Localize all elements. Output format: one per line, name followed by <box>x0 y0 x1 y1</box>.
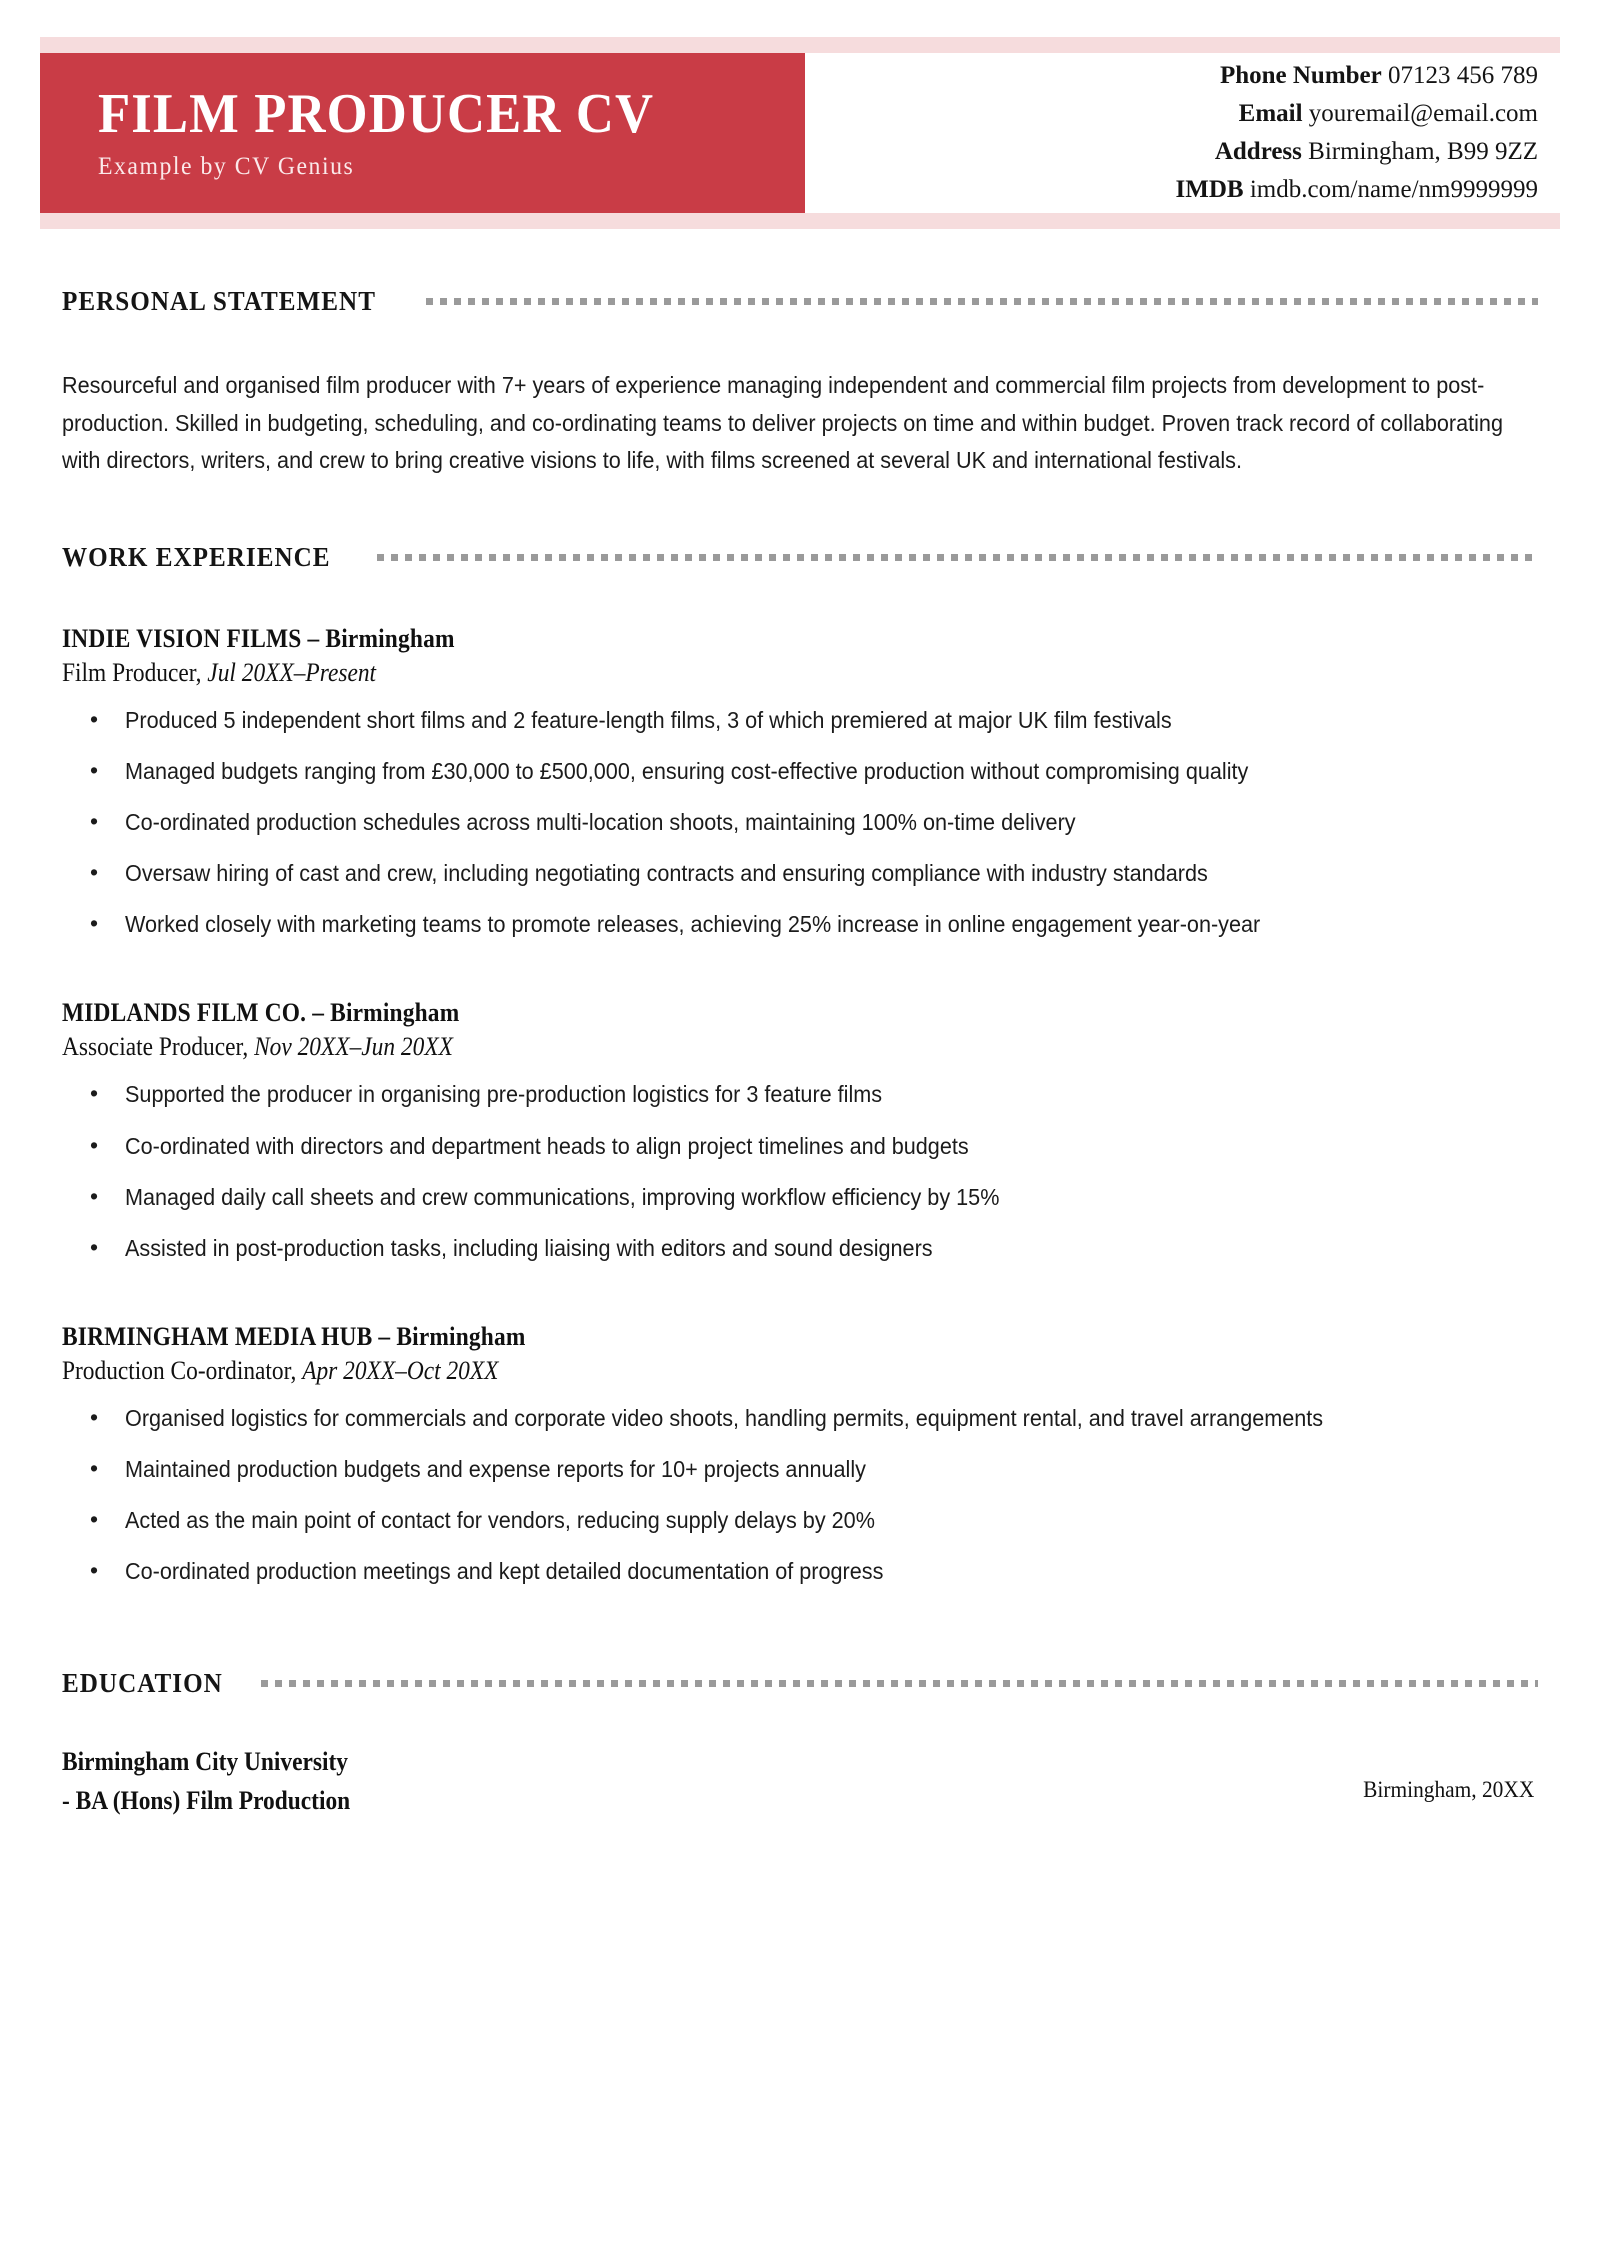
list-item <box>62 1128 1538 1165</box>
section-title: WORK EXPERIENCE <box>62 541 331 572</box>
education-degree: - BA (Hons) Film Production <box>62 1785 351 1815</box>
header-title-block <box>40 53 805 213</box>
section-header-work-experience <box>62 542 1538 573</box>
bullet-text: • Co-ordinated with directors and department heads to align project timelines and budgets <box>125 1132 969 1159</box>
bullet-text: • Managed budgets ranging from £30,000 to £500,000, ensuring cost-effective production without compromising quality <box>125 757 1249 784</box>
contact-phone-label: Phone Number <box>1219 62 1382 89</box>
bullet-text: • Worked closely with marketing teams to promote releases, achieving 25% increase in online engagement year-on-year <box>125 911 1261 938</box>
list-item <box>62 702 1538 739</box>
contact-email-label: Email <box>1238 100 1303 127</box>
job-role-title: Film Producer, <box>62 657 202 687</box>
bullet-text: • Produced 5 independent short films and 2 feature-length films, 3 of which premiered at major UK film festivals <box>125 706 1172 733</box>
section-work-experience <box>62 542 1538 1591</box>
work-entry <box>62 998 1538 1267</box>
education-school-block <box>62 1743 350 1820</box>
list-item <box>62 906 1538 943</box>
list-item <box>62 855 1538 892</box>
job-company: MIDLANDS FILM CO. – Birmingham <box>62 998 460 1028</box>
personal-statement-text: Resourceful and organised film producer with 7+ years of experience managing independent and commercial film projects from development to post-production. Skilled in budgeting, scheduling, and co-ordinating teams to deliver projects on time and within budget. Proven track record of collaborating with directors, writers, and crew to bring creative visions to life, with films screened at several UK and international festivals. <box>62 372 1503 474</box>
contact-imdb <box>1176 171 1538 209</box>
list-item <box>62 1076 1538 1113</box>
job-bullets <box>62 1400 1538 1591</box>
job-bullets <box>62 1076 1538 1267</box>
education-entry <box>62 1743 1538 1820</box>
section-header-education <box>62 1668 1538 1699</box>
job-role-title: Associate Producer, <box>62 1032 249 1062</box>
contact-email <box>1239 95 1538 133</box>
section-personal-statement <box>62 286 1538 480</box>
job-dates: Nov 20XX–Jun 20XX <box>254 1032 453 1062</box>
section-education <box>62 1668 1538 1820</box>
contact-address-label: Address <box>1214 138 1302 165</box>
page-subtitle: Example by CV Genius <box>98 153 355 181</box>
contact-imdb-label: IMDB <box>1175 176 1244 203</box>
list-item <box>62 1179 1538 1216</box>
contact-address-value: Birmingham, B99 9ZZ <box>1308 138 1538 165</box>
contact-address <box>1215 133 1538 171</box>
list-item <box>62 1553 1538 1590</box>
bullet-text: • Co-ordinated production schedules across multi-location shoots, maintaining 100% on-time delivery <box>125 809 1076 836</box>
section-title: EDUCATION <box>62 1668 223 1699</box>
dotted-rule <box>377 554 1538 561</box>
job-dates: Jul 20XX–Present <box>207 657 377 687</box>
list-item <box>62 1230 1538 1267</box>
contact-email-value: youremail@email.com <box>1308 100 1538 127</box>
contact-details <box>805 53 1560 213</box>
dotted-rule <box>261 1680 1538 1687</box>
contact-phone <box>1220 57 1538 95</box>
work-entry <box>62 1322 1538 1591</box>
list-item <box>62 1451 1538 1488</box>
bullet-text: • Maintained production budgets and expense reports for 10+ projects annually <box>125 1456 866 1483</box>
bullet-text: • Oversaw hiring of cast and crew, including negotiating contracts and ensuring compliance with industry standards <box>125 860 1208 887</box>
job-bullets <box>62 702 1538 944</box>
bullet-text: • Supported the producer in organising pre-production logistics for 3 feature films <box>125 1081 883 1108</box>
job-role <box>62 658 1390 688</box>
job-dates: Apr 20XX–Oct 20XX <box>302 1355 499 1385</box>
contact-imdb-value: imdb.com/name/nm9999999 <box>1249 176 1538 203</box>
dotted-rule <box>426 298 1538 305</box>
job-company: BIRMINGHAM MEDIA HUB – Birmingham <box>62 1321 526 1351</box>
job-role <box>62 1356 1390 1386</box>
bullet-text: • Managed daily call sheets and crew communications, improving workflow efficiency by 15% <box>125 1183 1000 1210</box>
bullet-text: • Co-ordinated production meetings and kept detailed documentation of progress <box>125 1558 884 1585</box>
list-item <box>62 804 1538 841</box>
contact-phone-value: 07123 456 789 <box>1388 62 1538 89</box>
bullet-text: • Acted as the main point of contact for vendors, reducing supply delays by 20% <box>125 1507 875 1534</box>
list-item <box>62 1400 1538 1437</box>
bullet-text: • Organised logistics for commercials and corporate video shoots, handling permits, equipment rental, and travel arrangements <box>125 1404 1324 1431</box>
header <box>40 53 1560 213</box>
bullet-text: • Assisted in post-production tasks, including liaising with editors and sound designers <box>125 1234 933 1261</box>
job-company: INDIE VISION FILMS – Birmingham <box>62 623 455 653</box>
section-title: PERSONAL STATEMENT <box>62 286 376 316</box>
list-item <box>62 1502 1538 1539</box>
page-title: FILM PRODUCER CV <box>98 82 655 145</box>
education-school: Birmingham City University <box>62 1747 348 1777</box>
job-role <box>62 1032 1390 1062</box>
job-role-title: Production Co-ordinator, <box>62 1355 297 1385</box>
list-item <box>62 753 1538 790</box>
cv-content <box>0 229 1600 1820</box>
work-entry <box>62 624 1538 944</box>
education-location-date: Birmingham, 20XX <box>1363 1777 1535 1803</box>
section-header-personal-statement <box>62 286 1538 317</box>
